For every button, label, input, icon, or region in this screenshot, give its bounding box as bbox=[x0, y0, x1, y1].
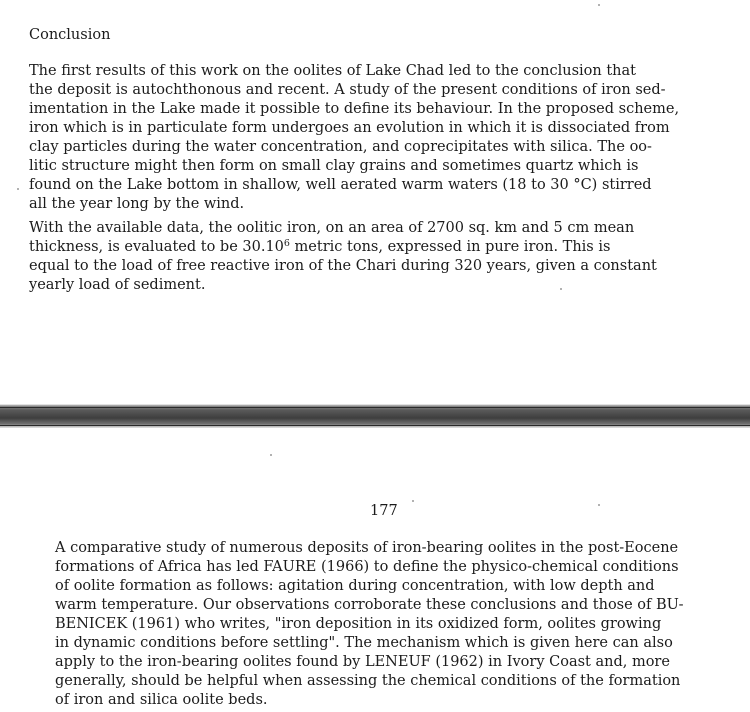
text-line: With the available data, the oolitic iron, on an area of 2700 sq. km and 5 cm mean bbox=[29, 220, 635, 236]
scan-speck bbox=[270, 454, 272, 456]
text-line: of iron and silica oolite beds. bbox=[55, 692, 268, 708]
text-line: The first results of this work on the oolites of Lake Chad led to the conclusion that bbox=[29, 63, 636, 79]
text-line: generally, should be helpful when assessing the chemical conditions of the formation bbox=[55, 673, 681, 689]
scan-speck bbox=[412, 500, 414, 502]
page-number: 177 bbox=[370, 503, 398, 519]
text-line: apply to the iron-bearing oolites found by LENEUF (1962) in Ivory Coast and, more bbox=[55, 654, 670, 670]
text-line: found on the Lake bottom in shallow, well aerated warm waters (18 to 30 °C) stirred bbox=[29, 177, 652, 193]
text-line: clay particles during the water concentration, and coprecipitates with silica. The oo- bbox=[29, 139, 652, 155]
text-line: BENICEK (1961) who writes, "iron deposition in its oxidized form, oolites growing bbox=[55, 616, 662, 632]
section-heading: Conclusion bbox=[29, 27, 111, 43]
text-line: A comparative study of numerous deposits of iron-bearing oolites in the post-Eocene bbox=[55, 540, 679, 556]
separator-edge bbox=[0, 425, 750, 426]
text-line bbox=[29, 238, 657, 257]
text-line: imentation in the Lake made it possible to define its behaviour. In the proposed scheme, bbox=[29, 101, 680, 117]
separator-edge bbox=[0, 407, 750, 408]
text-fragment: thickness, is evaluated to be 30.10 bbox=[29, 239, 284, 255]
scan-speck bbox=[560, 288, 562, 290]
conclusion-paragraph-1 bbox=[29, 62, 679, 214]
conclusion-paragraph-2 bbox=[29, 219, 657, 295]
text-line: of oolite formation as follows: agitation during concentration, with low depth and bbox=[55, 578, 655, 594]
text-line: in dynamic conditions before settling". The mechanism which is given here can also bbox=[55, 635, 673, 651]
text-line: all the year long by the wind. bbox=[29, 196, 245, 212]
text-line: yearly load of sediment. bbox=[29, 277, 206, 293]
oolite-comparison-paragraph bbox=[55, 539, 684, 710]
text-line: warm temperature. Our observations corroborate these conclusions and those of BU- bbox=[55, 597, 684, 613]
page-separator bbox=[0, 404, 750, 428]
text-line: formations of Africa has led FAURE (1966) to define the physico-chemical conditions bbox=[55, 559, 679, 575]
text-fragment: metric tons, expressed in pure iron. This is bbox=[289, 239, 611, 255]
scan-speck bbox=[17, 188, 19, 190]
scan-speck bbox=[598, 4, 600, 6]
scan-speck bbox=[598, 504, 600, 506]
text-line: litic structure might then form on small clay grains and sometimes quartz which is bbox=[29, 158, 639, 174]
text-line: equal to the load of free reactive iron of the Chari during 320 years, given a constant bbox=[29, 258, 657, 274]
text-line: the deposit is autochthonous and recent. A study of the present conditions of iron sed- bbox=[29, 82, 666, 98]
text-line: iron which is in particulate form undergoes an evolution in which it is dissociated from bbox=[29, 120, 670, 136]
exponent: 6 bbox=[283, 238, 290, 249]
